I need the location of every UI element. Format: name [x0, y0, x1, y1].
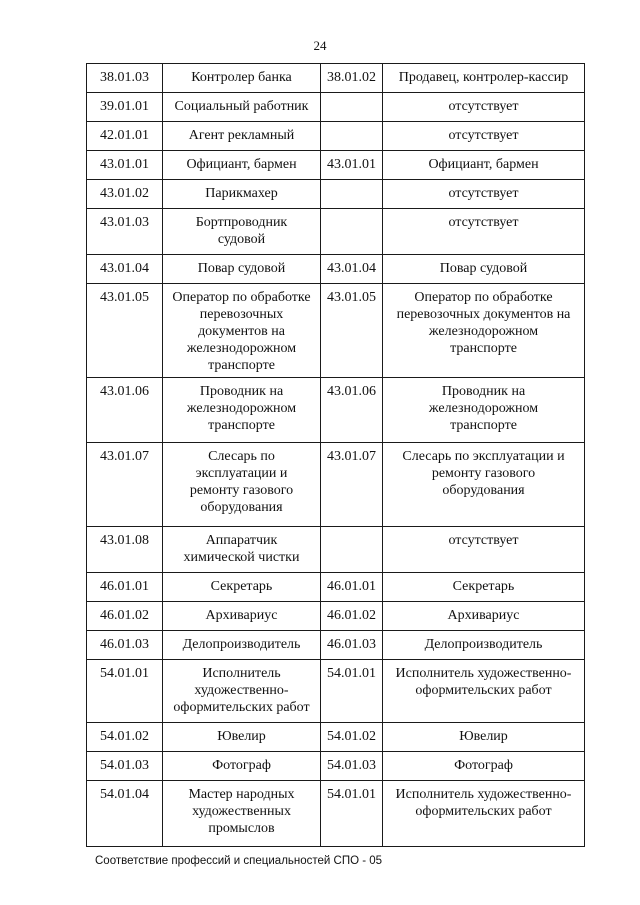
new-profession-name-cell-text: Исполнитель художественно- оформительских работ [395, 787, 572, 819]
old-profession-name-cell [163, 781, 321, 847]
new-profession-name-cell [383, 781, 585, 847]
old-profession-code-cell [87, 631, 163, 660]
table-row [87, 781, 585, 847]
old-profession-name-cell [163, 527, 321, 573]
new-profession-name-cell-text: Проводник на железнодорожном транспорте [428, 384, 539, 433]
old-profession-code-cell-text: 43.01.03 [100, 215, 149, 230]
old-profession-name-cell-text: Секретарь [210, 579, 273, 594]
new-profession-code-cell-text: 43.01.04 [327, 261, 376, 276]
old-profession-name-cell-text: Проводник на железнодорожном транспорте [186, 384, 297, 433]
new-profession-name-cell-text: Исполнитель художественно- оформительских работ [395, 666, 572, 698]
new-profession-code-cell [321, 255, 383, 284]
new-profession-name-cell [383, 151, 585, 180]
old-profession-code-cell [87, 573, 163, 602]
table-body [87, 64, 585, 847]
old-profession-name-cell-text: Аппаратчик химической чистки [183, 533, 300, 565]
old-profession-name-cell [163, 752, 321, 781]
new-profession-name-cell-text: отсутствует [448, 99, 519, 114]
new-profession-name-cell [383, 443, 585, 527]
old-profession-name-cell [163, 122, 321, 151]
old-profession-name-cell-text: Оператор по обработке перевозочных документов на железнодорожном транспорте [172, 290, 311, 373]
table-row [87, 527, 585, 573]
table-row [87, 122, 585, 151]
new-profession-code-cell-text: 43.01.07 [327, 449, 376, 464]
table-row [87, 209, 585, 255]
new-profession-name-cell [383, 602, 585, 631]
new-profession-name-cell [383, 284, 585, 378]
table-row [87, 64, 585, 93]
new-profession-name-cell-text: Архивариус [447, 608, 520, 623]
new-profession-code-cell-text: 46.01.03 [327, 637, 376, 652]
old-profession-code-cell [87, 151, 163, 180]
new-profession-name-cell [383, 527, 585, 573]
old-profession-code-cell-text: 38.01.03 [100, 70, 149, 85]
new-profession-name-cell-text: Продавец, контролер-кассир [398, 70, 569, 85]
table-row [87, 93, 585, 122]
new-profession-code-cell [321, 723, 383, 752]
old-profession-code-cell [87, 602, 163, 631]
new-profession-code-cell [321, 180, 383, 209]
old-profession-name-cell [163, 180, 321, 209]
old-profession-name-cell-text: Исполнитель художественно- оформительских работ [173, 666, 310, 715]
old-profession-code-cell-text: 46.01.01 [100, 579, 149, 594]
new-profession-code-cell-text: 43.01.01 [327, 157, 376, 172]
old-profession-code-cell [87, 180, 163, 209]
old-profession-name-cell [163, 255, 321, 284]
table-row [87, 378, 585, 443]
new-profession-code-cell-text: 46.01.02 [327, 608, 376, 623]
page-number: 24 [313, 38, 327, 53]
new-profession-code-cell [321, 602, 383, 631]
old-profession-name-cell [163, 602, 321, 631]
new-profession-code-cell-text: 54.01.01 [327, 787, 376, 802]
old-profession-name-cell-text: Бортпроводник судовой [195, 215, 288, 247]
new-profession-name-cell-text: Ювелир [459, 729, 508, 744]
new-profession-name-cell-text: Оператор по обработке перевозочных документов на железнодорожном транспорте [396, 290, 571, 356]
old-profession-code-cell-text: 43.01.01 [100, 157, 149, 172]
old-profession-code-cell-text: 46.01.03 [100, 637, 149, 652]
old-profession-code-cell [87, 255, 163, 284]
old-profession-code-cell-text: 54.01.03 [100, 758, 149, 773]
old-profession-name-cell-text: Парикмахер [205, 186, 278, 201]
old-profession-code-cell [87, 781, 163, 847]
new-profession-code-cell [321, 443, 383, 527]
new-profession-code-cell [321, 378, 383, 443]
new-profession-name-cell [383, 180, 585, 209]
old-profession-code-cell [87, 122, 163, 151]
table-row [87, 573, 585, 602]
old-profession-code-cell [87, 209, 163, 255]
old-profession-name-cell-text: Делопроизводитель [182, 637, 301, 652]
new-profession-code-cell [321, 93, 383, 122]
old-profession-name-cell-text: Социальный работник [174, 99, 309, 114]
old-profession-name-cell [163, 284, 321, 378]
old-profession-code-cell-text: 43.01.04 [100, 261, 149, 276]
new-profession-name-cell [383, 631, 585, 660]
old-profession-name-cell-text: Ювелир [217, 729, 266, 744]
table-row [87, 752, 585, 781]
new-profession-name-cell-text: Делопроизводитель [424, 637, 543, 652]
old-profession-code-cell [87, 660, 163, 723]
new-profession-code-cell-text: 54.01.01 [327, 666, 376, 681]
new-profession-name-cell [383, 378, 585, 443]
new-profession-name-cell-text: Секретарь [452, 579, 515, 594]
new-profession-code-cell-text: 38.01.02 [327, 70, 376, 85]
new-profession-name-cell [383, 660, 585, 723]
old-profession-code-cell [87, 378, 163, 443]
old-profession-name-cell [163, 443, 321, 527]
new-profession-name-cell-text: Официант, бармен [428, 157, 539, 172]
new-profession-code-cell [321, 631, 383, 660]
old-profession-name-cell-text: Официант, бармен [186, 157, 297, 172]
old-profession-name-cell [163, 64, 321, 93]
old-profession-name-cell-text: Фотограф [212, 758, 271, 773]
old-profession-code-cell-text: 42.01.01 [100, 128, 149, 143]
new-profession-name-cell-text: отсутствует [448, 128, 519, 143]
new-profession-code-cell [321, 573, 383, 602]
new-profession-name-cell-text: отсутствует [448, 186, 519, 201]
new-profession-name-cell [383, 64, 585, 93]
new-profession-code-cell-text: 54.01.03 [327, 758, 376, 773]
new-profession-code-cell-text: 43.01.05 [327, 290, 376, 305]
old-profession-name-cell-text: Архивариус [205, 608, 278, 623]
table-row [87, 660, 585, 723]
new-profession-name-cell [383, 573, 585, 602]
new-profession-name-cell-text: Фотограф [454, 758, 513, 773]
new-profession-name-cell-text: Слесарь по эксплуатации и ремонту газового оборудования [402, 449, 565, 498]
table-row [87, 180, 585, 209]
old-profession-name-cell [163, 151, 321, 180]
old-profession-name-cell [163, 378, 321, 443]
old-profession-name-cell-text: Повар судовой [197, 261, 286, 276]
old-profession-code-cell-text: 54.01.02 [100, 729, 149, 744]
new-profession-code-cell [321, 781, 383, 847]
new-profession-code-cell-text: 43.01.06 [327, 384, 376, 399]
old-profession-code-cell-text: 54.01.04 [100, 787, 149, 802]
old-profession-name-cell [163, 93, 321, 122]
old-profession-code-cell-text: 43.01.06 [100, 384, 149, 399]
old-profession-code-cell-text: 43.01.08 [100, 533, 149, 548]
old-profession-code-cell-text: 43.01.05 [100, 290, 149, 305]
new-profession-code-cell [321, 151, 383, 180]
table-row [87, 255, 585, 284]
old-profession-code-cell [87, 443, 163, 527]
old-profession-code-cell-text: 54.01.01 [100, 666, 149, 681]
new-profession-name-cell-text: отсутствует [448, 533, 519, 548]
old-profession-code-cell [87, 527, 163, 573]
old-profession-name-cell [163, 631, 321, 660]
old-profession-code-cell-text: 43.01.07 [100, 449, 149, 464]
new-profession-code-cell [321, 752, 383, 781]
old-profession-code-cell [87, 64, 163, 93]
table-row [87, 723, 585, 752]
new-profession-name-cell-text: Повар судовой [439, 261, 528, 276]
new-profession-code-cell [321, 527, 383, 573]
new-profession-name-cell [383, 255, 585, 284]
old-profession-code-cell [87, 284, 163, 378]
old-profession-name-cell [163, 573, 321, 602]
new-profession-code-cell-text: 54.01.02 [327, 729, 376, 744]
table-row [87, 151, 585, 180]
new-profession-code-cell-text: 46.01.01 [327, 579, 376, 594]
old-profession-name-cell [163, 723, 321, 752]
footer-caption: Соответствие профессий и специальностей СПО - 05 [95, 855, 383, 867]
new-profession-name-cell [383, 122, 585, 151]
old-profession-code-cell [87, 723, 163, 752]
new-profession-name-cell [383, 723, 585, 752]
old-profession-code-cell-text: 39.01.01 [100, 99, 149, 114]
profession-correspondence-table [86, 63, 585, 847]
old-profession-name-cell-text: Агент рекламный [188, 128, 295, 143]
table-row [87, 602, 585, 631]
old-profession-name-cell-text: Контролер банка [191, 70, 292, 85]
old-profession-code-cell [87, 752, 163, 781]
new-profession-code-cell [321, 122, 383, 151]
new-profession-name-cell [383, 93, 585, 122]
new-profession-code-cell [321, 284, 383, 378]
old-profession-code-cell-text: 46.01.02 [100, 608, 149, 623]
new-profession-code-cell [321, 209, 383, 255]
table-row [87, 284, 585, 378]
table-row [87, 443, 585, 527]
new-profession-code-cell [321, 660, 383, 723]
new-profession-name-cell-text: отсутствует [448, 215, 519, 230]
old-profession-code-cell [87, 93, 163, 122]
old-profession-name-cell [163, 660, 321, 723]
old-profession-name-cell-text: Слесарь по эксплуатации и ремонту газового оборудования [189, 449, 294, 515]
old-profession-name-cell-text: Мастер народных художественных промыслов [188, 787, 295, 836]
old-profession-name-cell [163, 209, 321, 255]
table-row [87, 631, 585, 660]
old-profession-code-cell-text: 43.01.02 [100, 186, 149, 201]
new-profession-name-cell [383, 752, 585, 781]
new-profession-code-cell [321, 64, 383, 93]
new-profession-name-cell [383, 209, 585, 255]
